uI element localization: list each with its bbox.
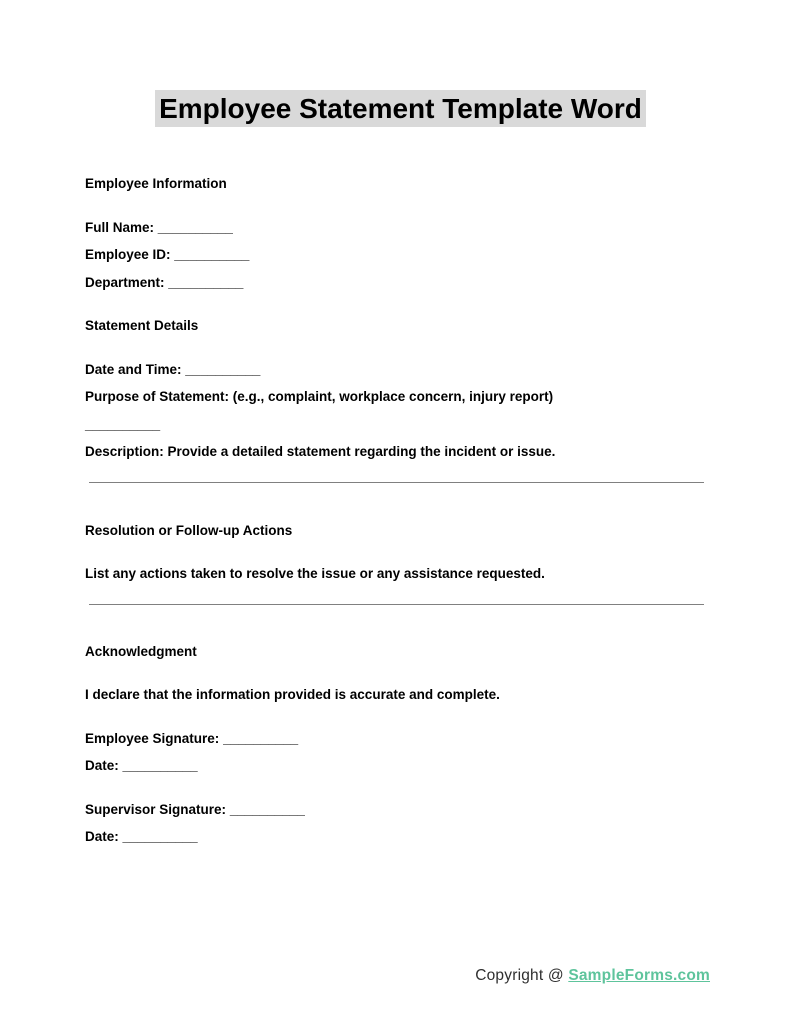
description-line xyxy=(85,438,705,466)
purpose-label: Purpose of Statement: (e.g., complaint, workplace concern, injury report) xyxy=(85,389,554,404)
employee-info-fields xyxy=(85,214,705,297)
resolution-instruction: List any actions taken to resolve the issue or any assistance requested. xyxy=(85,566,545,581)
field-line-department xyxy=(85,269,705,297)
field-line-employee-date xyxy=(85,752,705,780)
horizontal-rule-resolution xyxy=(89,604,704,605)
employee-signature-label: Employee Signature: xyxy=(85,730,220,746)
field-line-employee-id xyxy=(85,241,705,269)
employee-signature-blank: __________ xyxy=(223,730,299,746)
sampleforms-link[interactable]: SampleForms.com xyxy=(568,967,710,984)
section-heading-statement-details: Statement Details xyxy=(85,318,199,333)
field-line-employee-signature xyxy=(85,725,705,753)
employee-id-blank: __________ xyxy=(174,247,250,262)
description-label: Description: Provide a detailed statement regarding the incident or issue. xyxy=(85,444,556,459)
purpose-line xyxy=(85,383,705,411)
department-label: Department: xyxy=(85,274,165,290)
document-title: Employee Statement Template Word xyxy=(155,90,646,127)
employee-signature-block xyxy=(85,725,705,780)
purpose-blank-line xyxy=(85,411,705,439)
supervisor-signature-blank: __________ xyxy=(229,801,305,817)
footer-copyright-text: Copyright @ xyxy=(475,967,564,984)
supervisor-signature-block xyxy=(85,796,705,851)
acknowledgment-declaration: I declare that the information provided is accurate and complete. xyxy=(85,687,500,702)
document-body xyxy=(85,170,705,851)
employee-date-blank: __________ xyxy=(122,758,198,773)
horizontal-rule-description xyxy=(89,482,704,483)
section-heading-resolution: Resolution or Follow-up Actions xyxy=(85,522,293,538)
supervisor-date-blank: __________ xyxy=(122,829,198,844)
section-heading-employee-information: Employee Information xyxy=(85,176,227,191)
supervisor-signature-label: Supervisor Signature: xyxy=(85,801,227,817)
statement-details-fields xyxy=(85,356,705,466)
document-title-row xyxy=(0,90,801,132)
field-line-full-name xyxy=(85,214,705,242)
full-name-label: Full Name: xyxy=(85,219,155,235)
date-time-label: Date and Time: xyxy=(85,361,182,377)
field-line-supervisor-signature xyxy=(85,796,705,824)
date-time-blank: __________ xyxy=(185,361,261,377)
employee-id-label: Employee ID: xyxy=(85,247,171,262)
field-line-date-time xyxy=(85,356,705,384)
field-line-supervisor-date xyxy=(85,823,705,851)
supervisor-date-label: Date: xyxy=(85,829,119,844)
full-name-blank: __________ xyxy=(157,219,233,235)
purpose-blank: __________ xyxy=(85,416,161,432)
footer xyxy=(475,966,710,986)
department-blank: __________ xyxy=(168,274,244,290)
employee-date-label: Date: xyxy=(85,758,119,773)
section-heading-acknowledgment: Acknowledgment xyxy=(85,643,197,659)
